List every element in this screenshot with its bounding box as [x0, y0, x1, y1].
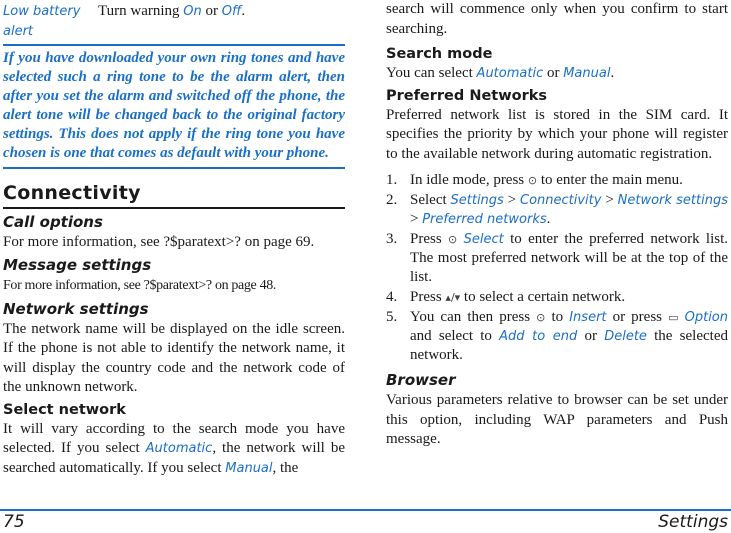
step-number: 5. — [386, 309, 398, 325]
page-footer — [0, 509, 731, 533]
step-number: 4. — [386, 289, 398, 305]
left-column — [3, 0, 345, 478]
section-title: Connectivity — [3, 182, 141, 204]
network-settings-text: The network name will be displayed on the idle screen. If the phone is not able to identify the network name, it will display the country code and the network code of the unknown network. — [3, 320, 345, 395]
note-text: If you have downloaded your own ring tones and have selected such a ring tone to be the alarm alert, then after you set the alarm and switched off the phone, the alert tone will be changed back to the original factory settings. This does not apply if the ring tone you have chosen is one that comes as default with your phone. — [3, 50, 345, 161]
select-network-text-3: , the — [272, 459, 299, 476]
note-top-rule — [3, 44, 345, 46]
step-number: 1. — [386, 172, 398, 188]
message-settings-text: For more information, see ?$paratext>? on page 48. — [3, 278, 277, 293]
select-network-text — [3, 420, 345, 479]
select-network-heading: Select network — [3, 401, 126, 418]
step-2 — [386, 191, 728, 229]
step-5-or: or — [577, 328, 605, 344]
footer-rule — [0, 509, 731, 511]
menu-connectivity: Connectivity — [520, 193, 602, 208]
note-bottom-rule — [3, 167, 345, 169]
steps-list — [386, 171, 728, 365]
softkey-option: Option — [684, 310, 728, 325]
search-automatic: Automatic — [476, 66, 544, 81]
search-manual: Manual — [563, 66, 611, 81]
message-settings-heading: Message settings — [3, 256, 152, 274]
option-add-to-end: Add to end — [499, 329, 578, 344]
menu-preferred-networks: Preferred networks — [422, 212, 547, 227]
right-column — [386, 0, 728, 450]
table-value — [98, 0, 245, 44]
table-or: or — [201, 3, 222, 19]
option-delete: Delete — [604, 329, 647, 344]
search-mode-end: . — [610, 65, 615, 81]
ok-key-icon: ⊙ — [448, 233, 458, 246]
step-5 — [386, 308, 728, 365]
section-name: Settings — [658, 512, 728, 532]
search-mode-or: or — [543, 65, 564, 81]
table-end: . — [241, 3, 246, 19]
step-text: Press ⊙ Select to enter the preferred network list. The most preferred network will be at the top of the list. — [410, 231, 729, 285]
step-2-sep: > — [503, 192, 520, 208]
page-number: 75 — [3, 512, 25, 532]
section-rule — [3, 207, 345, 209]
step-text — [410, 191, 728, 229]
step-4-post: to select a certain network. — [460, 289, 626, 305]
step-text: You can then press ⊙ to Insert or press ▭ Option and select to Add to end or Delete the selected network. — [410, 309, 728, 363]
step-1 — [386, 171, 728, 190]
preferred-networks-text: Preferred network list is stored in the SIM card. It specifies the priority by which your phone will register to the available network during automatic registration. — [386, 106, 728, 162]
step-text: In idle mode, press ⊙ to enter the main menu. — [410, 172, 683, 188]
search-mode-text-1: You can select — [386, 65, 477, 81]
browser-text: Various parameters relative to browser can be set under this option, including WAP parameters and Push message. — [386, 392, 728, 447]
step-3 — [386, 230, 728, 287]
ok-key-icon: ⊙ — [536, 311, 546, 324]
call-options-heading: Call options — [3, 212, 103, 231]
menu-settings: Settings — [450, 193, 504, 208]
step-5-mid: and select to — [410, 328, 500, 344]
option-on: On — [183, 4, 202, 19]
call-options-text: For more information, see ?$paratext>? on page 69. — [3, 233, 315, 250]
search-mode-heading: Search mode — [386, 46, 493, 62]
option-off: Off — [221, 4, 242, 19]
browser-heading: Browser — [386, 371, 456, 389]
step-2-pre: Select — [410, 192, 451, 208]
settings-table-row — [3, 0, 345, 44]
table-value-prefix: Turn warning — [98, 3, 184, 19]
preferred-networks-heading: Preferred Networks — [386, 87, 548, 104]
right-softkey-icon: ▭ — [668, 311, 679, 324]
step-4-pre: Press — [410, 289, 446, 305]
option-automatic: Automatic — [145, 441, 213, 456]
step-number: 2. — [386, 192, 398, 208]
softkey-insert: Insert — [569, 310, 607, 325]
search-mode-text — [386, 64, 728, 84]
softkey-select: Select — [463, 232, 504, 247]
step-number: 3. — [386, 231, 398, 247]
step-3-post: to enter the preferred network list. The most preferred network will be at the top of the list. — [410, 231, 729, 285]
step-2-sep: > — [410, 211, 423, 227]
step-2-end: . — [546, 211, 551, 227]
step-4 — [386, 288, 728, 307]
select-network-text-2: , the network will be searched automatically. If you select — [3, 440, 345, 476]
menu-network-settings: Network settings — [617, 193, 728, 208]
step-text — [410, 288, 728, 307]
up-down-key-icon: ▴/▾ — [445, 291, 461, 304]
table-label: Low battery alert — [3, 4, 81, 39]
continuation-text: search will commence only when you confirm to start searching. — [386, 1, 728, 37]
select-network-text-1: It will vary according to the search mode you have selected. If you select — [3, 420, 345, 456]
step-5-post: the selected network. — [410, 328, 728, 363]
step-2-sep: > — [601, 192, 618, 208]
ok-key-icon: ⊙ — [527, 174, 538, 187]
option-manual: Manual — [225, 460, 273, 476]
network-settings-heading: Network settings — [3, 299, 149, 318]
